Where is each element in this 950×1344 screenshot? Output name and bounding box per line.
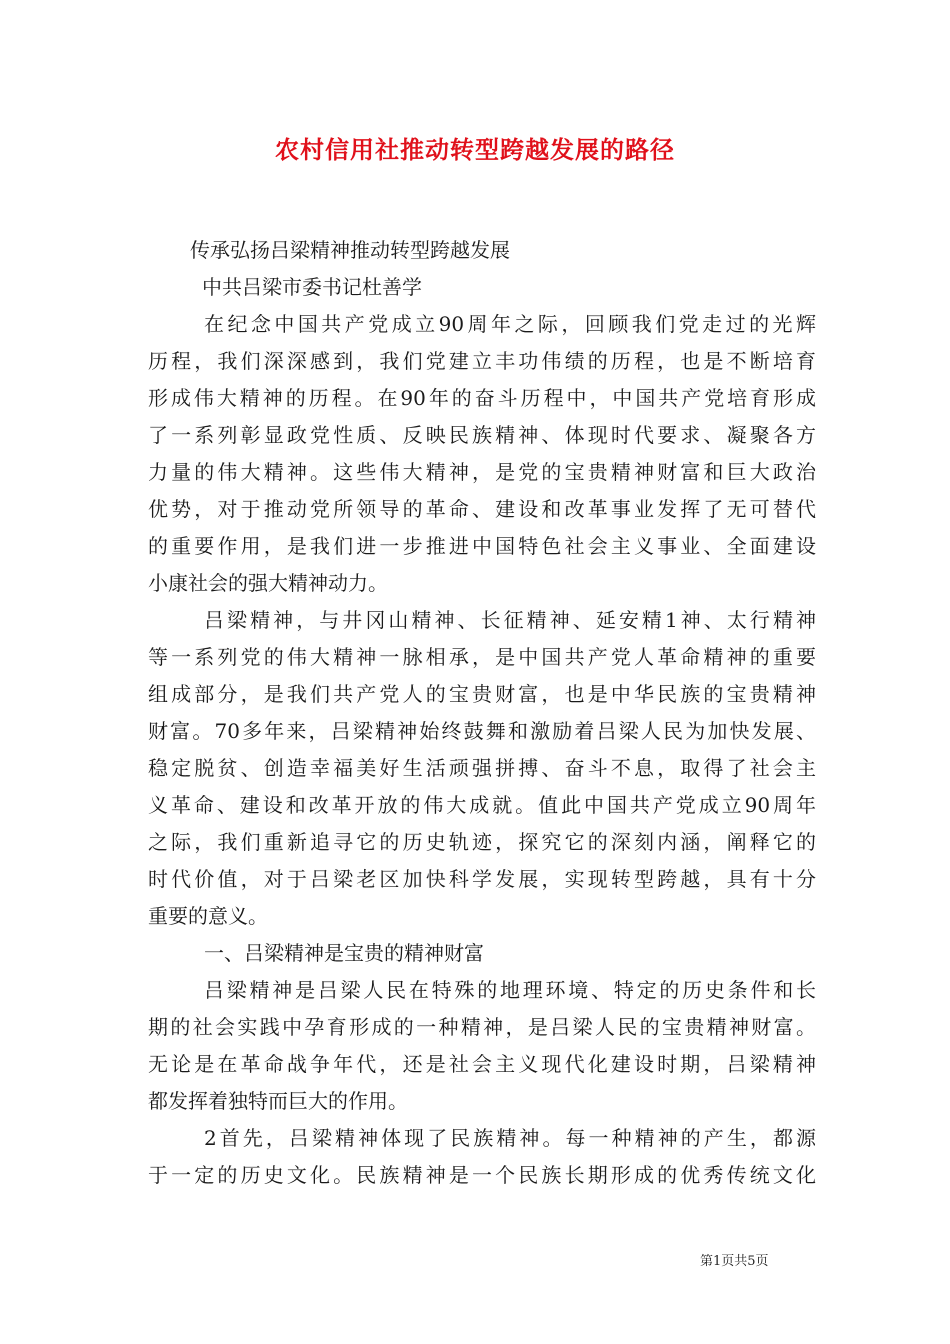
paragraph-line: 等一系列党的伟大精神一脉相承，是中国共产党人革命精神的重要 [148, 645, 816, 669]
paragraph-line: 于一定的历史文化。民族精神是一个民族长期形成的优秀传统文化 [148, 1163, 816, 1187]
paragraph-line: 的重要作用，是我们进一步推进中国特色社会主义事业、全面建设 [148, 534, 816, 558]
author-line: 中共吕梁市委书记杜善学 [202, 275, 422, 299]
paragraph-line: 期的社会实践中孕育形成的一种精神，是吕梁人民的宝贵精神财富。 [148, 1015, 816, 1039]
paragraph-line: 财富。70多年来，吕梁精神始终鼓舞和激励着吕梁人民为加快发展、 [148, 719, 816, 743]
paragraph-line: 时代价值，对于吕梁老区加快科学发展，实现转型跨越，具有十分 [148, 867, 816, 891]
paragraph-line: 义革命、建设和改革开放的伟大成就。值此中国共产党成立90周年 [148, 793, 816, 817]
paragraph-line: 重要的意义。 [148, 904, 268, 928]
paragraph-line: 形成伟大精神的历程。在90年的奋斗历程中，中国共产党培育形成 [148, 386, 816, 410]
paragraph-line: 吕梁精神是吕梁人民在特殊的地理环境、特定的历史条件和长 [204, 978, 816, 1002]
section-heading: 一、吕梁精神是宝贵的精神财富 [204, 941, 484, 965]
paragraph-line: 无论是在革命战争年代，还是社会主义现代化建设时期，吕梁精神 [148, 1052, 816, 1076]
paragraph-line: 历程，我们深深感到，我们党建立丰功伟绩的历程，也是不断培育 [148, 349, 816, 373]
paragraph-line: 之际，我们重新追寻它的历史轨迹，探究它的深刻内涵，阐释它的 [148, 830, 816, 854]
document-body [148, 232, 816, 1194]
paragraph-line: 小康社会的强大精神动力。 [148, 571, 388, 595]
paragraph-line: 优势，对于推动党所领导的革命、建设和改革事业发挥了无可替代 [148, 497, 816, 521]
paragraph-line: 稳定脱贫、创造幸福美好生活顽强拼搏、奋斗不息，取得了社会主 [148, 756, 816, 780]
paragraph-line: 了一系列彰显政党性质、反映民族精神、体现时代要求、凝聚各方 [148, 423, 816, 447]
paragraph-line: 2首先，吕梁精神体现了民族精神。每一种精神的产生，都源 [204, 1126, 816, 1150]
paragraph-line: 组成部分，是我们共产党人的宝贵财富，也是中华民族的宝贵精神 [148, 682, 816, 706]
paragraph-line: 吕梁精神，与井冈山精神、长征精神、延安精1神、太行精神 [204, 608, 816, 632]
paragraph-line: 在纪念中国共产党成立90周年之际，回顾我们党走过的光辉 [204, 312, 816, 336]
subtitle: 传承弘扬吕梁精神推动转型跨越发展 [190, 238, 510, 262]
document-title: 农村信用社推动转型跨越发展的路径 [275, 135, 675, 164]
page-number: 第1页共5页 [700, 1254, 769, 1269]
paragraph-line: 都发挥着独特而巨大的作用。 [148, 1089, 408, 1113]
paragraph-line: 力量的伟大精神。这些伟大精神，是党的宝贵精神财富和巨大政治 [148, 460, 816, 484]
